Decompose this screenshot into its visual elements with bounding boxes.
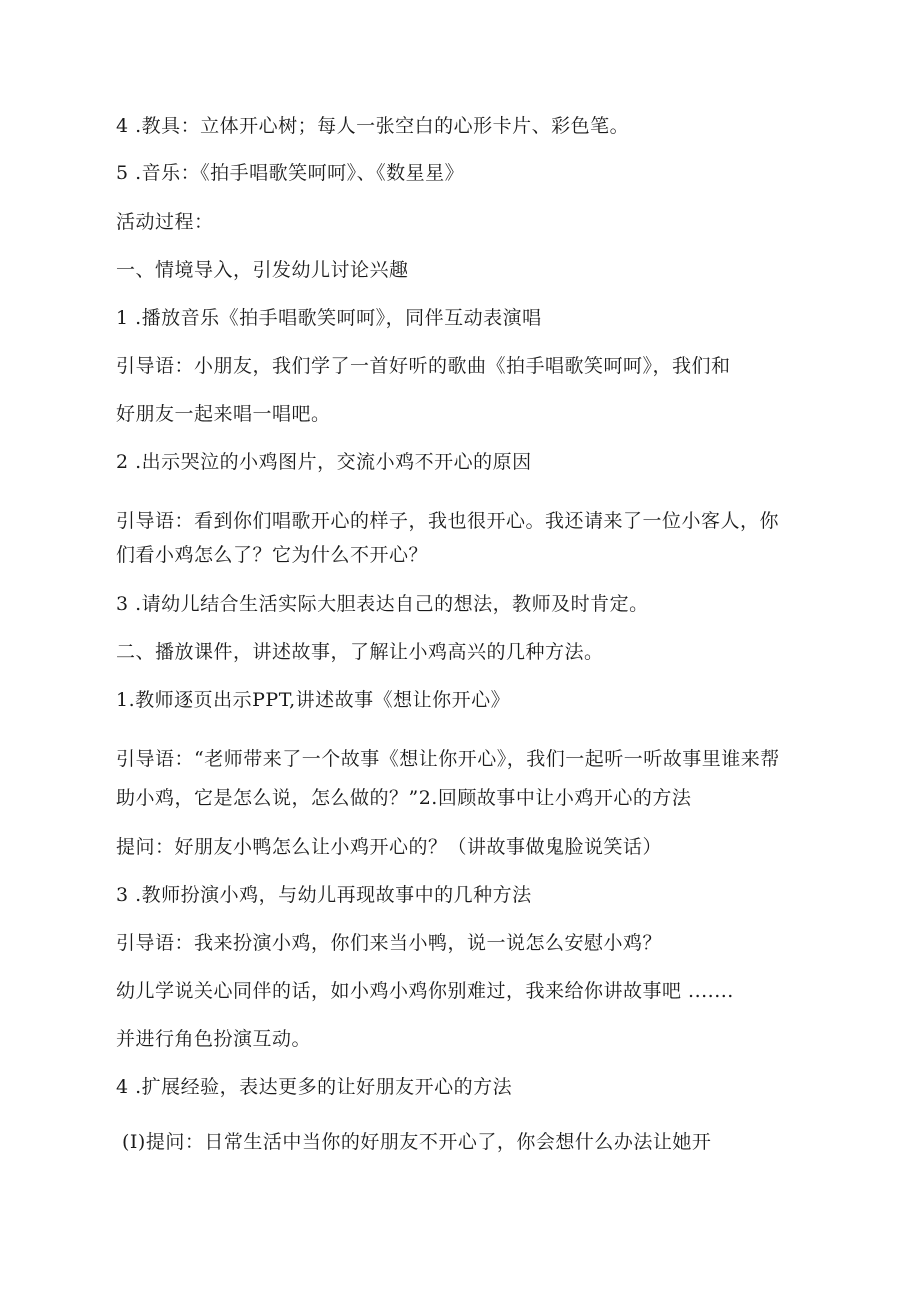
guide-text-3-line-2: 助小鸡，它是怎么说，怎么做的？”2.回顾故事中让小鸡开心的方法	[116, 787, 692, 809]
guide-text-2-line-1: 引导语：看到你们唱歌开心的样子，我也很开心。我还请来了一位小客人，你	[116, 510, 780, 532]
step-2-1: 1.教师逐页出示PPT,讲述故事《想让你开心》	[116, 689, 511, 711]
question-1: 提问：好朋友小鸭怎么让小鸡开心的？（讲故事做鬼脸说笑话）	[116, 836, 663, 858]
guide-text-4: 引导语：我来扮演小鸡，你们来当小鸭，说一说怎么安慰小鸡？	[116, 932, 663, 954]
heading-part-one: 一、情境导入，引发幼儿讨论兴趣	[116, 259, 409, 281]
guide-text-1-line-1: 引导语：小朋友，我们学了一首好听的歌曲《拍手唱歌笑呵呵》，我们和	[116, 355, 731, 377]
guide-text-2-line-2: 们看小鸡怎么了？它为什么不开心？	[116, 544, 429, 566]
guide-text-1-line-2: 好朋友一起来唱一唱吧。	[116, 403, 331, 425]
child-response-line-2: 并进行角色扮演互动。	[116, 1028, 312, 1050]
step-1-2: 2 .出示哭泣的小鸡图片，交流小鸡不开心的原因	[116, 451, 532, 473]
item-music: 5 .音乐：《拍手唱歌笑呵呵》、《数星星》	[116, 162, 465, 184]
step-2-3: 3 .教师扮演小鸡，与幼儿再现故事中的几种方法	[116, 884, 532, 906]
heading-part-two: 二、播放课件，讲述故事，了解让小鸡高兴的几种方法。	[116, 641, 604, 663]
step-1-3: 3 .请幼儿结合生活实际大胆表达自己的想法，教师及时肯定。	[116, 593, 649, 615]
child-response-line-1: 幼儿学说关心同伴的话，如小鸡小鸡你别难过，我来给你讲故事吧 .......	[116, 980, 734, 1002]
guide-text-3-line-1: 引导语：“老师带来了一个故事《想让你开心》，我们一起听一听故事里谁来帮	[116, 748, 780, 770]
item-teaching-aids: 4 .教具：立体开心树；每人一张空白的心形卡片、彩色笔。	[116, 115, 630, 137]
step-1-1: 1 .播放音乐《拍手唱歌笑呵呵》，同伴互动表演唱	[116, 307, 542, 329]
step-2-4: 4 .扩展经验，表达更多的让好朋友开心的方法	[116, 1076, 513, 1098]
question-2: (I)提问：日常生活中当你的好朋友不开心了，你会想什么办法让她开	[122, 1131, 712, 1153]
section-activity-process: 活动过程：	[116, 211, 214, 233]
